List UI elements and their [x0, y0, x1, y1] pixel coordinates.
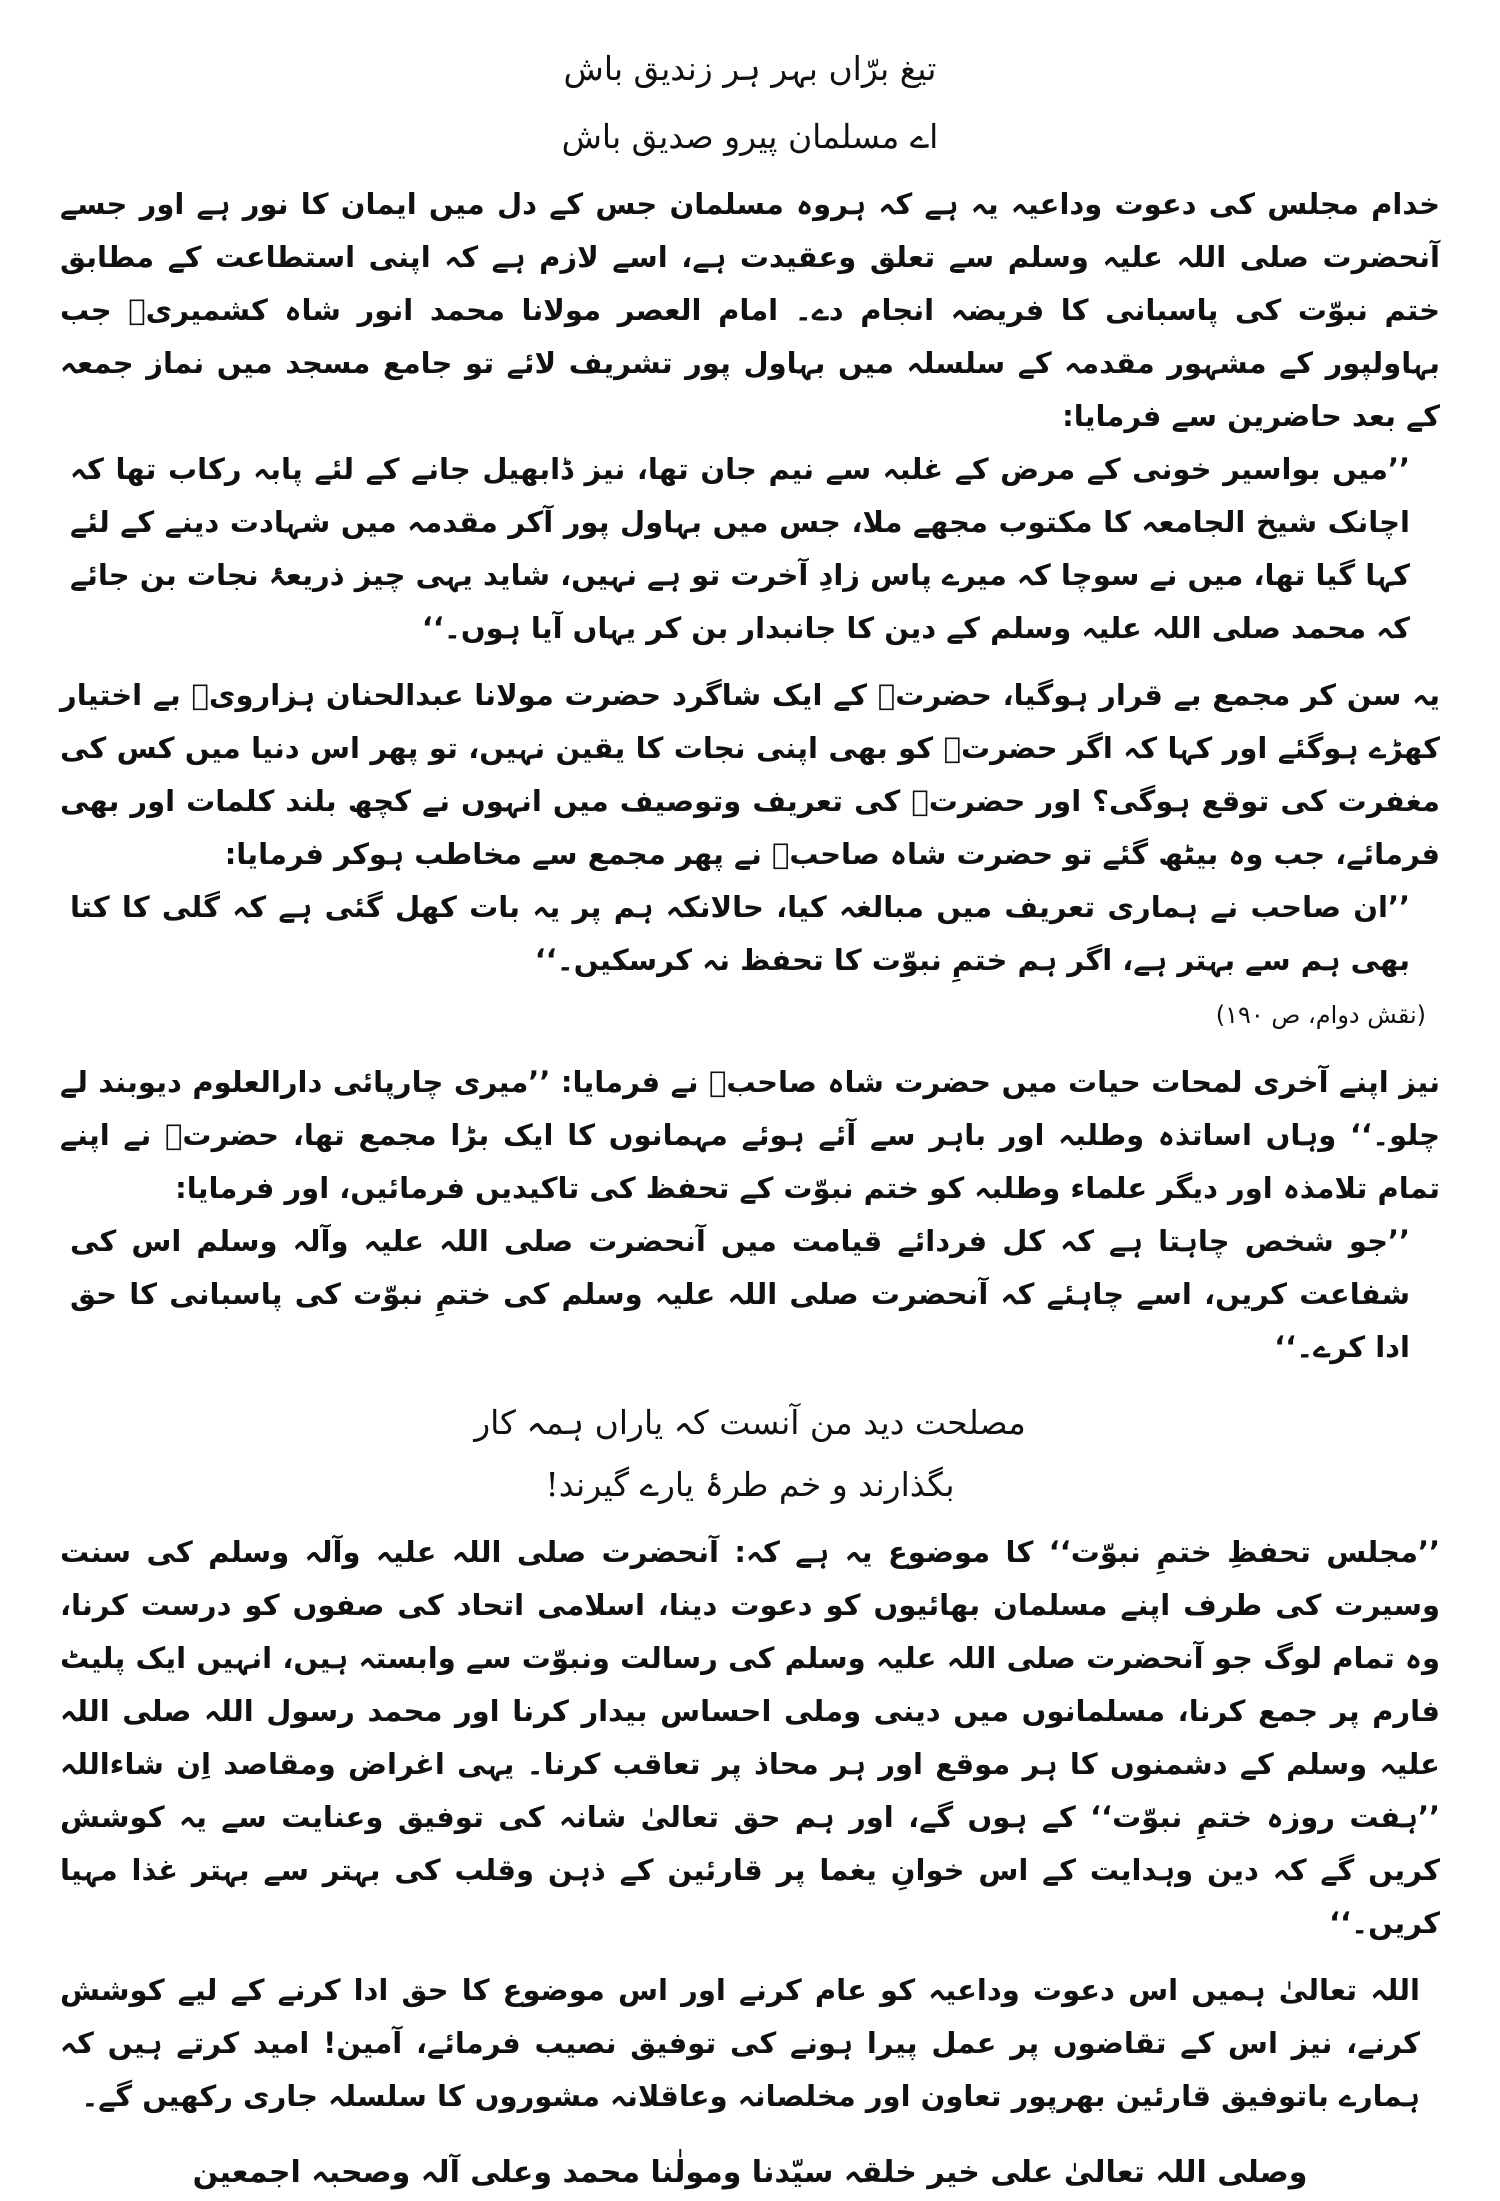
header-verse-1: تیغ برّاں بہر ہر زندیق باش: [563, 49, 937, 88]
reaction-paragraph: یہ سن کر مجمع بے قرار ہوگیا، حضرتؒ کے ایک شاگرد حضرت مولانا عبدالحنان ہزارویؒ بے اختیار کھڑے ہوگئے اور کہا کہ اگر حضرتؒ کو بھی اپنی نجات کا یقین نہیں، تو پھر اس دنیا میں کس کی مغفرت کی توقع ہوگی؟ اور حضرتؒ کی تعریف وتوصیف میں انہوں نے کچھ بلند کلمات اور بھی فرمائے، جب وہ بیٹھ گئے تو حضرت شاہ صاحبؒ نے پھر مجمع سے مخاطب ہوکر فرمایا:: [60, 678, 1440, 871]
closing-blessing: وصلی اللہ تعالیٰ علی خیر خلقہ سیّدنا ومولٰنا محمد وعلی آلہ وصحبہ اجمعین: [192, 2155, 1308, 2190]
header-verse-2: اے مسلمان پیرو صدیق باش: [561, 117, 939, 156]
middle-verse-2: بگذارند و خم طرۂ یارے گیرند!: [545, 1465, 955, 1504]
quote-paragraph-2: ’’ان صاحب نے ہماری تعریف میں مبالغہ کیا، حالانکہ ہم پر یہ بات کھل گئی ہے کہ گلی کا کتا بھی ہم سے بہتر ہے، اگر ہم ختمِ نبوّت کا تحفظ نہ کرسکیں۔‘‘: [70, 890, 1410, 977]
prayer-paragraph: اللہ تعالیٰ ہمیں اس دعوت وداعیہ کو عام کرنے اور اس موضوع کا حق ادا کرنے کے لیے کوشش کرنے، نیز اس کے تقاضوں پر عمل پیرا ہونے کی توفیق نصیب فرمائے، آمین! امید کرتے ہیں کہ ہمارے باتوفیق قارئین بھرپور تعاون اور مخلصانہ وعاقلانہ مشوروں کا سلسلہ جاری رکھیں گے۔: [60, 1973, 1420, 2113]
last-moments-paragraph: نیز اپنے آخری لمحات حیات میں حضرت شاہ صاحبؒ نے فرمایا: ’’میری چارپائی دارالعلوم دیوبند لے چلو۔‘‘ وہاں اساتذہ وطلبہ اور باہر سے آئے ہوئے مہمانوں کا ایک بڑا مجمع تھا، حضرتؒ نے اپنے تمام تلامذہ اور دیگر علماء وطلبہ کو ختم نبوّت کے تحفظ کی تاکیدیں فرمائیں، اور فرمایا:: [60, 1065, 1440, 1205]
quote-paragraph-1: ’’میں بواسیر خونی کے مرض کے غلبہ سے نیم جان تھا، نیز ڈابھیل جانے کے لئے پابہ رکاب تھا کہ اچانک شیخ الجامعہ کا مکتوب مجھے ملا، جس میں بہاول پور آکر مقدمہ میں شہادت دینے کے لئے کہا گیا تھا، میں نے سوچا کہ میرے پاس زادِ آخرت تو ہے نہیں، شاید یہی چیز ذریعۂ نجات بن جائے کہ محمد صلی اللہ علیہ وسلم کے دین کا جانبدار بن کر یہاں آیا ہوں۔‘‘: [70, 452, 1410, 645]
intro-paragraph: خدام مجلس کی دعوت وداعیہ یہ ہے کہ ہروہ مسلمان جس کے دل میں ایمان کا نور ہے اور جسے آنحضرت صلی اللہ علیہ وسلم سے تعلق وعقیدت ہے، اسے لازم ہے کہ اپنی استطاعت کے مطابق ختم نبوّت کی پاسبانی کا فریضہ انجام دے۔ امام العصر مولانا محمد انور شاہ کشمیریؒ جب بہاولپور کے مشہور مقدمہ کے سلسلہ میں بہاول پور تشریف لائے تو جامع مسجد میں نماز جمعہ کے بعد حاضرین سے فرمایا:: [60, 187, 1440, 433]
citation: (نقش دوام، ص ۱۹۰): [1215, 1001, 1426, 1029]
citation-line: [60, 987, 1440, 1042]
quote-paragraph-3: ’’جو شخص چاہتا ہے کہ کل فردائے قیامت میں آنحضرت صلی اللہ علیہ وآلہ وسلم اس کی شفاعت کریں، اسے چاہئے کہ آنحضرت صلی اللہ علیہ وسلم کی ختمِ نبوّت کی پاسبانی کا حق ادا کرے۔‘‘: [70, 1224, 1410, 1364]
header-couplet: [60, 38, 1440, 168]
middle-couplet: [60, 1392, 1440, 1516]
middle-verse-1: مصلحت دید من آنست کہ یاراں ہمہ کار: [474, 1403, 1026, 1442]
objectives-paragraph: ’’مجلس تحفظِ ختمِ نبوّت‘‘ کا موضوع یہ ہے کہ: آنحضرت صلی اللہ علیہ وآلہ وسلم کی سنت وسیرت کی طرف اپنے مسلمان بھائیوں کو دعوت دینا، اسلامی اتحاد کی صفوں کو درست کرنا، وہ تمام لوگ جو آنحضرت صلی اللہ علیہ وسلم کی رسالت ونبوّت سے وابستہ ہیں، انہیں ایک پلیٹ فارم پر جمع کرنا، مسلمانوں میں دینی وملی احساس بیدار کرنا اور محمد رسول اللہ صلی اللہ علیہ وسلم کے دشمنوں کا ہر موقع اور ہر محاذ پر تعاقب کرنا۔ یہی اغراض ومقاصد اِن شاءاللہ ’’ہفت روزہ ختمِ نبوّت‘‘ کے ہوں گے، اور ہم حق تعالیٰ شانہ کی توفیق وعنایت سے یہ کوشش کریں گے کہ دین وہدایت کے اس خوانِ یغما پر قارئین کے ذہن وقلب کی بہتر سے بہتر غذا مہیا کریں۔‘‘: [60, 1535, 1440, 1940]
